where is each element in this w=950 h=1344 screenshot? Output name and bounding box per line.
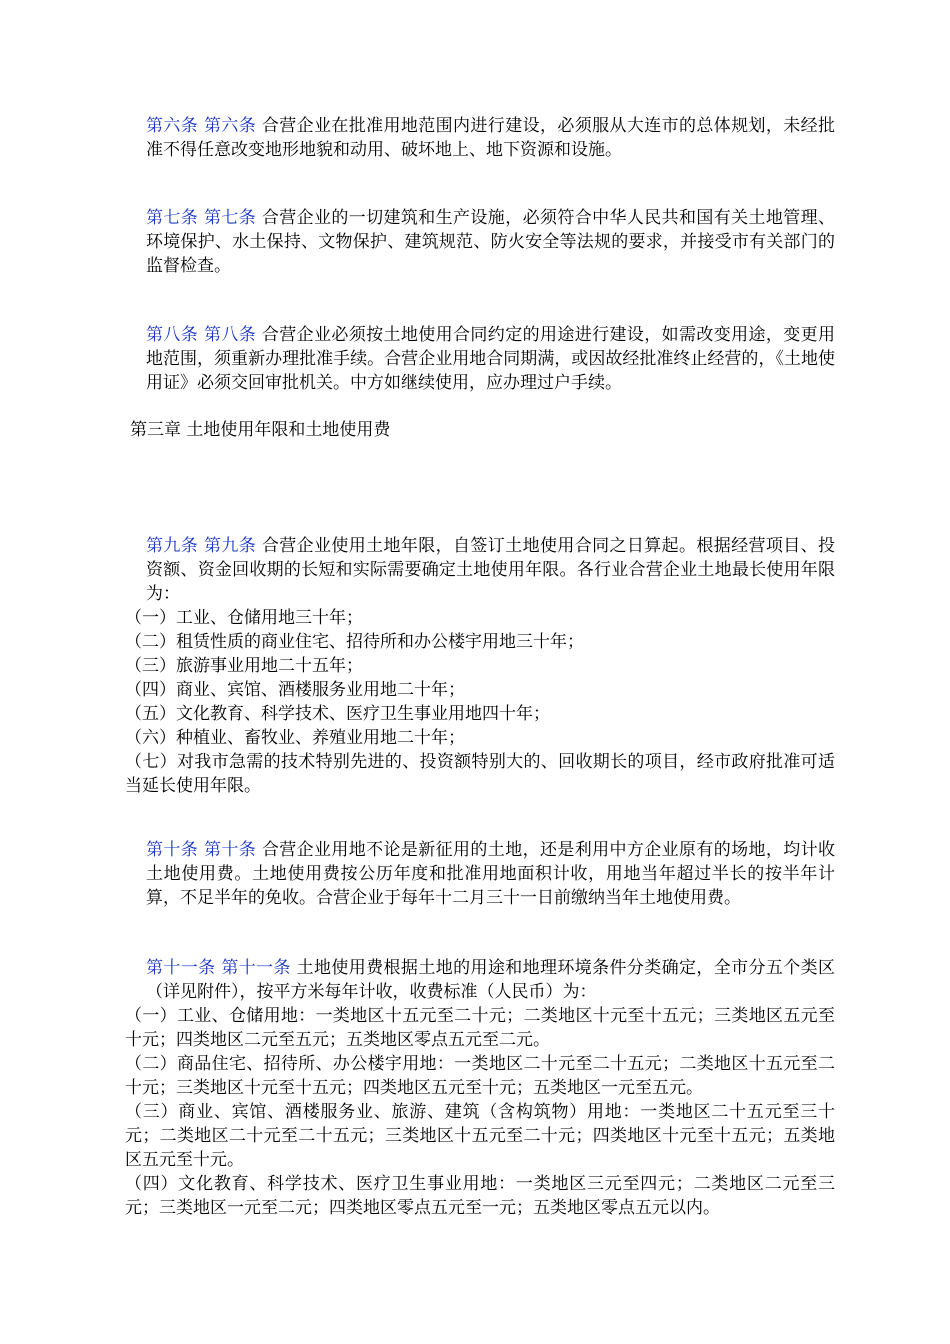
article-9	[125, 534, 835, 798]
article-9-item: （七）对我市急需的技术特别先进的、投资额特别大的、回收期长的项目，经市政府批准可适当延长使用年限。	[125, 752, 835, 796]
article-6-label[interactable]: 第六条	[146, 116, 199, 136]
article-8-label-repeat[interactable]: 第八条	[203, 325, 257, 345]
article-11	[125, 956, 835, 1220]
article-6-body	[125, 114, 835, 162]
article-6-label-repeat[interactable]: 第六条	[203, 116, 257, 136]
article-11-item: （三）商业、宾馆、酒楼服务业、旅游、建筑（含构筑物）用地：一类地区二十五元至三十元；二类地区二十元至二十五元；三类地区十五元至二十元；四类地区十元至十五元；五类地区五元至十元。	[125, 1102, 835, 1170]
article-9-label[interactable]: 第九条	[146, 536, 199, 556]
article-11-body	[125, 956, 835, 1004]
article-6-text: 合营企业在批准用地范围内进行建设，必须服从大连市的总体规划，未经批准不得任意改变地形地貌和动用、破坏地上、地下资源和设施。	[146, 116, 836, 160]
article-9-label-repeat[interactable]: 第九条	[203, 536, 257, 556]
article-9-item: （三）旅游事业用地二十五年；	[125, 656, 363, 676]
article-8-label[interactable]: 第八条	[146, 325, 199, 345]
article-11-label[interactable]: 第十一条	[146, 958, 216, 978]
article-9-item: （一）工业、仓储用地三十年；	[125, 608, 363, 628]
article-7-label-repeat[interactable]: 第七条	[203, 208, 257, 228]
article-10-body	[125, 838, 835, 910]
article-7-label[interactable]: 第七条	[146, 208, 199, 228]
article-9-item: （四）商业、宾馆、酒楼服务业用地二十年；	[125, 680, 465, 700]
article-11-text: 土地使用费根据土地的用途和地理环境条件分类确定，全市分五个类区（详见附件），按平方米每年计收，收费标准（人民币）为：	[146, 958, 836, 1002]
article-7-text: 合营企业的一切建筑和生产设施，必须符合中华人民共和国有关土地管理、环境保护、水土保持、文物保护、建筑规范、防火安全等法规的要求，并接受市有关部门的监督检查。	[146, 208, 836, 276]
article-11-label-repeat[interactable]: 第十一条	[221, 958, 291, 978]
article-7	[125, 206, 835, 278]
article-8-text: 合营企业必须按土地使用合同约定的用途进行建设，如需改变用途，变更用地范围，须重新办理批准手续。合营企业用地合同期满，或因故经批准终止经营的，《土地使用证》必须交回审批机关。中方如继续使用，应办理过户手续。	[146, 325, 836, 393]
article-10-label[interactable]: 第十条	[146, 840, 199, 860]
article-7-body	[125, 206, 835, 278]
article-9-body	[125, 534, 835, 606]
article-10-text: 合营企业用地不论是新征用的土地，还是利用中方企业原有的场地，均计收土地使用费。土地使用费按公历年度和批准用地面积计收，用地当年超过半长的按半年计算，不足半年的免收。合营企业于每年十二月三十一日前缴纳当年土地使用费。	[146, 840, 836, 908]
chapter-3-heading: 第三章 土地使用年限和土地使用费	[130, 420, 391, 440]
article-11-item: （四）文化教育、科学技术、医疗卫生事业用地：一类地区三元至四元；二类地区二元至三元；三类地区一元至二元；四类地区零点五元至一元；五类地区零点五元以内。	[125, 1174, 835, 1218]
article-11-item: （一）工业、仓储用地：一类地区十五元至二十元；二类地区十元至十五元；三类地区五元至十元；四类地区二元至五元；五类地区零点五元至二元。	[125, 1006, 835, 1050]
article-9-item: （五）文化教育、科学技术、医疗卫生事业用地四十年；	[125, 704, 550, 724]
article-8-body	[125, 323, 835, 395]
article-6	[125, 114, 835, 162]
article-10-label-repeat[interactable]: 第十条	[203, 840, 257, 860]
article-9-text: 合营企业使用土地年限，自签订土地使用合同之日算起。根据经营项目、投资额、资金回收期的长短和实际需要确定土地使用年限。各行业合营企业土地最长使用年限为：	[146, 536, 836, 604]
article-11-item: （二）商品住宅、招待所、办公楼宇用地：一类地区二十元至二十五元；二类地区十五元至二十元；三类地区十元至十五元；四类地区五元至十元；五类地区一元至五元。	[125, 1054, 835, 1098]
article-9-item: （二）租赁性质的商业住宅、招待所和办公楼宇用地三十年；	[125, 632, 584, 652]
article-8	[125, 323, 835, 395]
article-9-item: （六）种植业、畜牧业、养殖业用地二十年；	[125, 728, 465, 748]
article-10	[125, 838, 835, 910]
